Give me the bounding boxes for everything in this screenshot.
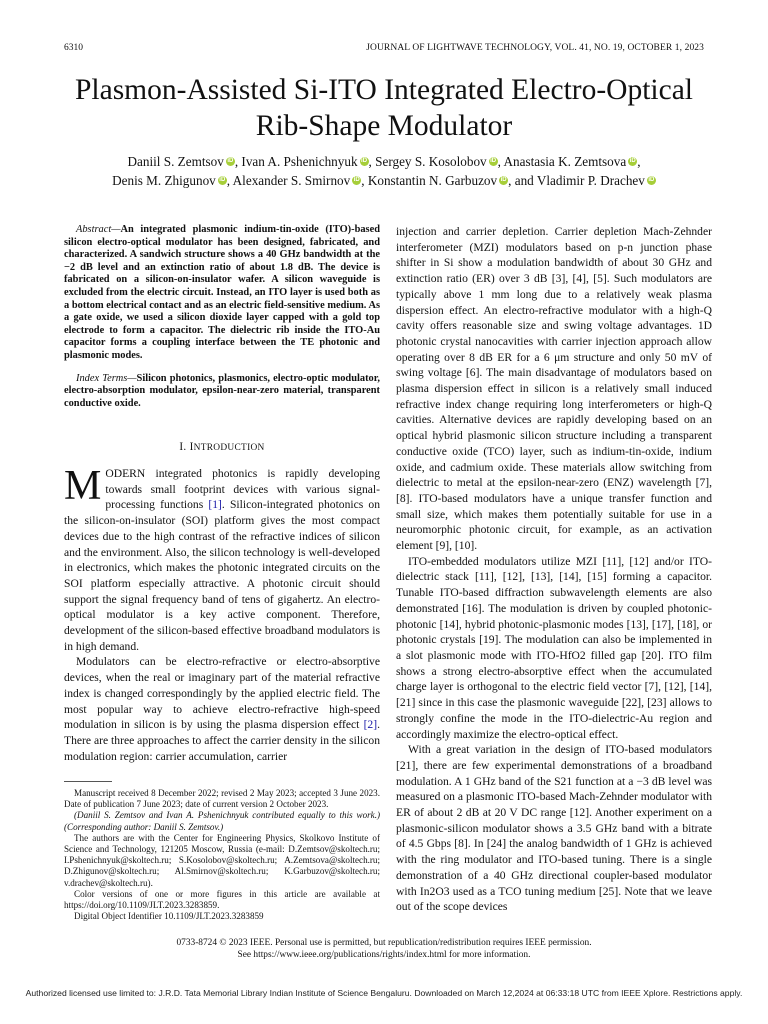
author-line-1: Daniil S. Zemtsov iD , Ivan A. Pshenichnyuk iD , Sergey S. Kosolobov iD , Anastasia K. Zemtsova iD , <box>127 154 641 169</box>
right-column <box>396 224 712 915</box>
index-terms: Index Terms—Silicon photonics, plasmonics, electro-optic modulator, electro-absorption modulator, epsilon-near-zero material, transparent conductive oxide. <box>64 372 380 409</box>
citation-link[interactable]: [1] <box>208 498 222 512</box>
right-paragraph-1: injection and carrier depletion. Carrier depletion Mach-Zehnder interferometer (MZI) modulators based on p-n junction phase shifter in Si show a modulation bandwidth of about 30 GHz and extinction ratio (ER) over 3 dB [3], [4], [5]. Such modulators are typically above 1 mm long due to a relatively weak plasma dispersion effect. An electro-refractive modulator with a high-Q cavity offers reasonable size and swing voltage advantages. 1D photonic crystal nanocavities with carrier injection approach allow operating over 8 dB ER for a 6 μm structure and only 50 mV of swing voltage [6]. The main disadvantage of modulators based on plasma dispersion effect in silicon is a relatively small induced refractive index change requiring long interferometers or high-Q cavities. Alternative devices are rapidly developing based on an optical hybrid plasmonic silicon structure including a transparent conductive oxide (TCO) layer, such as indium-tin-oxide, indium oxide, and cadmium oxide. These materials allow switching from dielectric to metal at the epsilon-near-zero (ENZ) wavelength [7], [8]. ITO-based modulators have a unique transfer function and small size, which makes them potentially suitable for use in a neuromorphic photonic circuit, for example, as an activation element [9], [10]. <box>396 225 712 553</box>
copyright-notice: 0733-8724 © 2023 IEEE. Personal use is permitted, but republication/redistribution requires IEEE permission. See https://www.ieee.org/publications/rights/index.html for more information. <box>176 938 592 960</box>
journal-header: JOURNAL OF LIGHTWAVE TECHNOLOGY, VOL. 41, NO. 19, OCTOBER 1, 2023 <box>366 43 704 53</box>
footnote <box>64 781 380 922</box>
left-column <box>64 224 380 764</box>
orcid-icon[interactable]: iD <box>219 177 226 183</box>
footnote-doi: Digital Object Identifier 10.1109/JLT.2023.3283859 <box>74 911 264 922</box>
author-line-2: Denis M. Zhigunov iD , Alexander S. Smirnov iD , Konstantin N. Garbuzov iD , and Vladimir P. Drachev iD <box>112 173 655 188</box>
right-paragraph-3: With a great variation in the design of ITO-based modulators [21], there are few experimental demonstrations of a broadband modulation. A 1 GHz band of the S21 function at a −3 dB level was measured on a plasmonic ITO-based Mach-Zehnder modulator with ER of about 2 dB at 20 V DC range [12]. Another experiment on a plasmonic-silicon modulator shows a 3.5 GHz band with a bitrate of 4.5 Gbps [8]. In [24] the analog bandwidth of 1 GHz is achieved with the ring modulator and ITO-based tuning. There is a single demonstration of a 40 GHz directional coupler-based modulator with In2O3 used as a TCO tuning medium [25]. Note that we leave out of the scope devices <box>396 743 712 914</box>
license-banner: Authorized licensed use limited to: J.R.D. Tata Memorial Library Indian Institute of Science Bengaluru. Downloaded on March 12,2024 at 06:33:18 UTC from IEEE Xplore. Restrictions apply. <box>25 988 743 998</box>
author-name: Sergey S. Kosolobov <box>375 154 487 169</box>
author-name: Daniil S. Zemtsov <box>127 154 224 169</box>
paper-title <box>40 72 728 144</box>
section-heading: I. INTRODUCTION <box>179 441 265 454</box>
page-number: 6310 <box>64 43 83 53</box>
footnote-rule <box>64 781 112 782</box>
orcid-icon[interactable]: iD <box>227 158 234 164</box>
orcid-icon[interactable]: iD <box>500 177 507 183</box>
author-name: Vladimir P. Drachev <box>536 173 645 188</box>
footnote-equal-contribution: (Daniil S. Zemtsov and Ivan A. Pshenichnyuk contributed equally to this work.) (Corresponding author: Daniil S. Zemtsov.) <box>64 810 380 832</box>
footnote-affiliation: The authors are with the Center for Engineering Physics, Skolkovo Institute of Science and Technology, 121205 Moscow, Russia (e-mail: D.Zemtsov@skoltech.ru; I.Pshenichnyuk@skoltech.ru; S.Kosolobov@skoltech.ru; A.Zemtsova@skoltech.ru; D.Zhigunov@skoltech.ru; Al.Smirnov@skoltech.ru; K.Garbuzov@skoltech.ru; v.drachev@skoltech.ru). <box>64 832 380 888</box>
author-list <box>40 152 728 190</box>
author-name: Alexander S. Smirnov <box>232 173 351 188</box>
citation-link[interactable]: [2] <box>363 718 378 732</box>
orcid-icon[interactable]: iD <box>490 158 497 164</box>
author-name: Denis M. Zhigunov <box>112 173 216 188</box>
drop-cap: M <box>64 463 102 510</box>
author-name: Ivan A. Pshenichnyuk <box>241 154 358 169</box>
title-line-2: Rib-Shape Modulator <box>255 110 513 142</box>
footnote-color: Color versions of one or more figures in this article are available at https://doi.org/10.1109/JLT.2023.3283859. <box>64 888 380 911</box>
title-line-1: Plasmon-Assisted Si-ITO Integrated Electro-Optical <box>75 74 693 106</box>
intro-paragraph-2: Modulators can be electro-refractive or electro-absorptive devices, when the real or imaginary part of the material refractive index is changed correspondingly by the applied electric field. The most popular way to achieve electro-refractive high-speed modulation in silicon is by using the plasma dispersion effect [2]. There are three approaches to affect the carrier density in the silicon modulation region: carrier accumulation, carrier <box>64 655 380 763</box>
abstract: Abstract—An integrated plasmonic indium-tin-oxide (ITO)-based silicon electro-optical modulator has been designed, fabricated, and characterized. A sandwich structure shows a 40 GHz bandwidth at the −2 dB level and an extinction ratio of about 1.8 dB. The device is fabricated on a silicon-on-insulator wafer. A silicon waveguide is excluded from the electric circuit. Instead, an ITO layer is used both as a bottom electrical contact and as an electric field-sensitive medium. As a gate oxide, we used a silicon dioxide layer capped with a gold top electrode to form a capacitor. The dielectric rib inside the ITO-Au capacitor forms a coupling interface between the TE photonic and plasmonic modes. <box>64 224 380 361</box>
intro-paragraph-1: MODERN integrated photonics is rapidly developing towards small footprint devices with various signal-processing functions [1]. Silicon-integrated photonics on the silicon-on-insulator (SOI) platform gives the most compact devices due to the high contrast of the refractive indices of silicon and the environment. Also, the silicon technology is well-developed in electronics, which makes the photonic integrated circuits on the SOI platform especially attractive. A photonic circuit should support the signal frequency band of tens of gigahertz. An electro-optical modulator is a key active component. Therefore, development of the silicon-based effective broadband modulators is in high demand. <box>64 463 380 653</box>
orcid-icon[interactable]: iD <box>629 158 636 164</box>
orcid-icon[interactable]: iD <box>353 177 360 183</box>
orcid-icon[interactable]: iD <box>648 177 655 183</box>
author-name: Konstantin N. Garbuzov <box>367 173 498 188</box>
orcid-icon[interactable]: iD <box>361 158 368 164</box>
author-name: Anastasia K. Zemtsova <box>503 154 627 169</box>
footnote-received: Manuscript received 8 December 2022; revised 2 May 2023; accepted 3 June 2023. Date of publication 7 June 2023; date of current version 2 October 2023. <box>64 788 380 810</box>
right-paragraph-2: ITO-embedded modulators utilize MZI [11], [12] and/or ITO-dielectric stack [11], [12], [13], [14], [15] forming a capacitor. Tunable ITO-based diffraction subwavelength elements are also demonstrated [16]. The modulation is driven by coupled photonic-photonic [14], hybrid photonic-plasmonic modes [13], [17], [18], or photonic crystals [19]. The modulation can also be implemented in a slot plasmonic mode with ITO-HfO2 filled gap [20]. ITO film shows a strong electro-absorptive effect when the accumulated charge layer is orthogonal to the electric field vector [7], [12], [14], [21] since in this case the plasmonic waveguide [22], [23] allows to strongly confine the mode in the ITO-dielectric-Au region and accordingly maximize the electro-optical effect. <box>396 554 712 741</box>
